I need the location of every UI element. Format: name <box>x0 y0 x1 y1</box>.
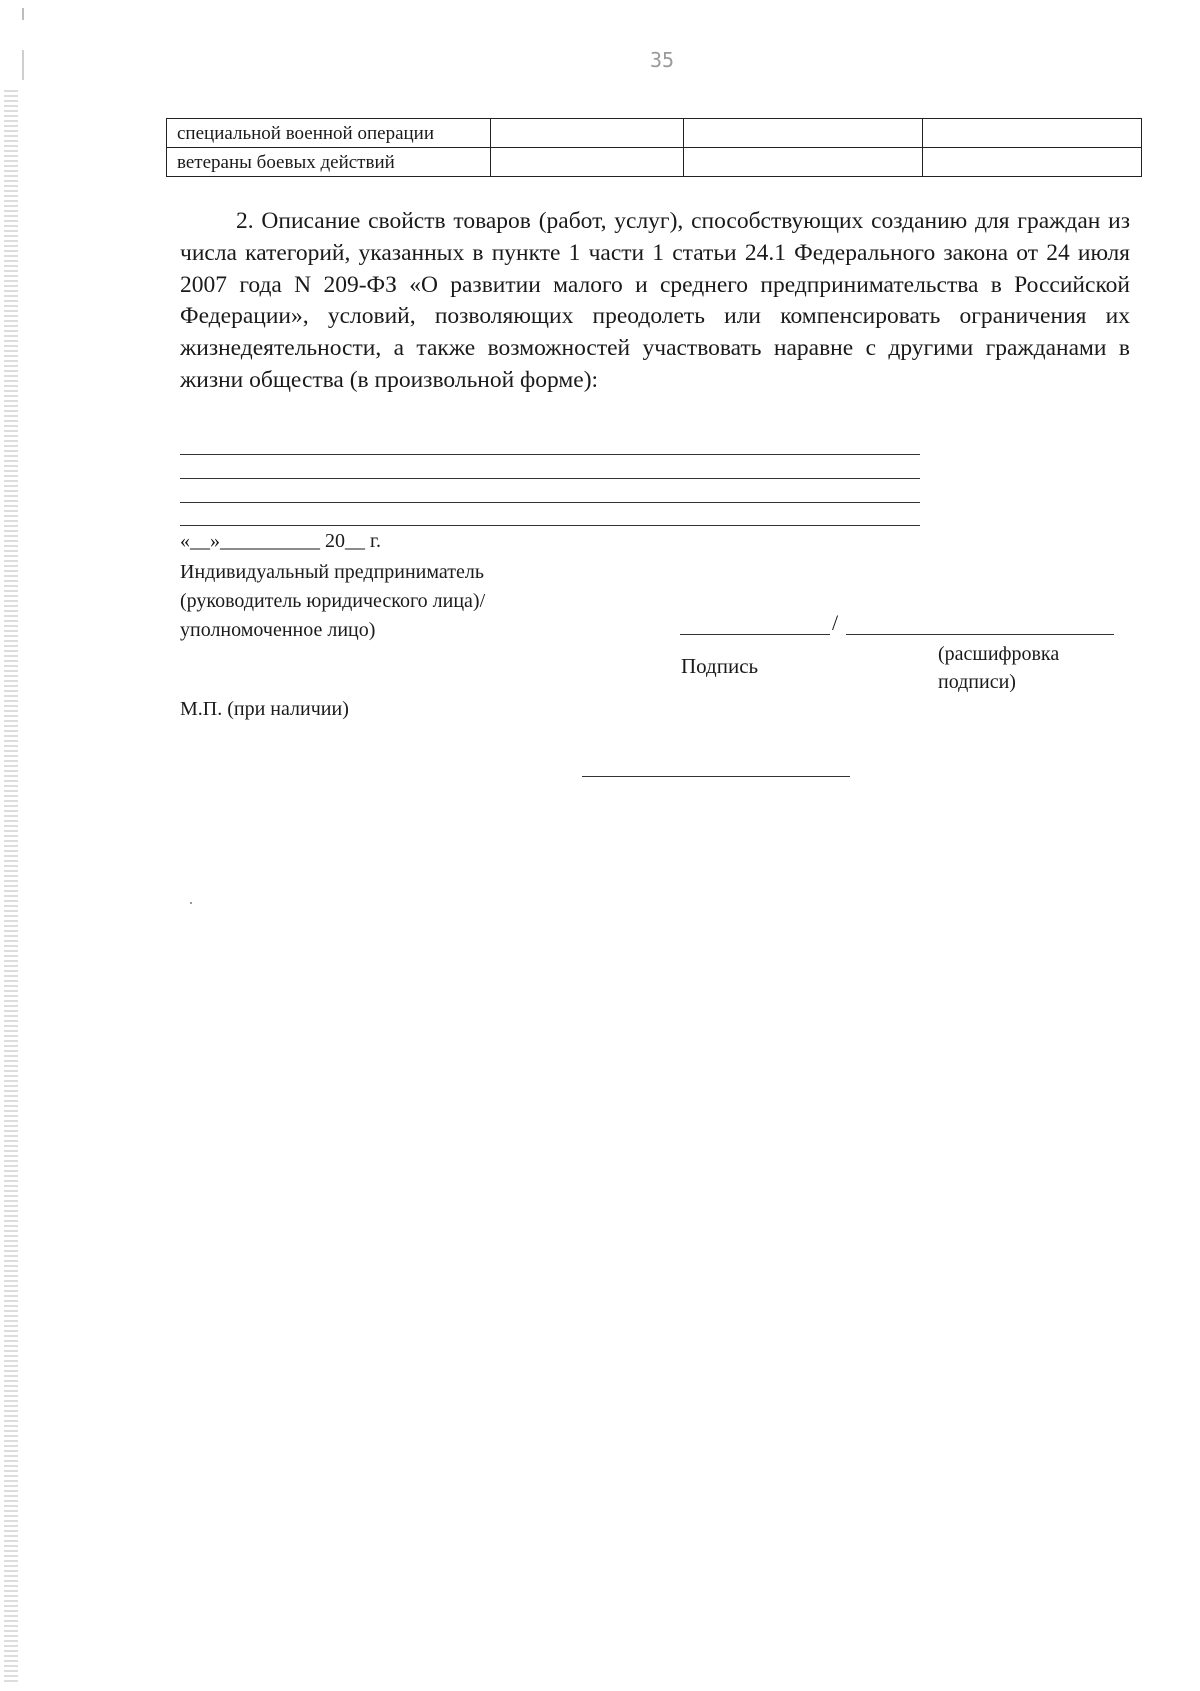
table-cell <box>491 148 684 177</box>
scan-edge-mark <box>22 50 24 80</box>
date-field[interactable]: «__»__________ 20__ г. <box>180 530 381 552</box>
signer-title-line: (руководитель юридического лица)/ <box>180 590 486 612</box>
signature-line[interactable] <box>680 634 830 635</box>
signer-title-line: Индивидуальный предприниматель <box>180 561 484 583</box>
fill-in-line[interactable] <box>180 478 920 479</box>
table-cell <box>684 148 923 177</box>
signature-separator: / <box>832 610 839 635</box>
table-cell <box>491 119 684 148</box>
fill-in-line[interactable] <box>180 454 920 455</box>
table-row <box>167 119 1142 148</box>
signature-label: Подпись <box>681 654 759 678</box>
table-row <box>167 148 1142 177</box>
category-table <box>166 118 1142 177</box>
scan-edge-binding <box>4 90 18 1685</box>
scan-speck <box>190 902 192 904</box>
table-cell-category: специальной военной операции <box>167 119 491 148</box>
signer-block <box>180 558 485 645</box>
table-cell <box>923 148 1142 177</box>
table-cell <box>684 119 923 148</box>
bottom-separator-line <box>582 776 850 777</box>
description-paragraph: 2. Описание свойств товаров (работ, услуг), способствующих созданию для граждан из числа категорий, указанных в пункте 1 части 1 статьи 24.1 Федерального закона от 24 июля 2007 года N 209-ФЗ «О развитии малого и среднего предпринимательства в Российской Федерации», условий, позволяющих преодолеть или компенсировать ограничения их жизнедеятельности, а также возможностей участвовать наравне с другими гражданами в жизни общества (в произвольной форме): <box>180 208 1130 393</box>
signature-decode-line[interactable] <box>846 634 1114 635</box>
stamp-label: М.П. (при наличии) <box>180 698 349 720</box>
signature-decode-label: (расшифровка подписи) <box>938 643 1060 693</box>
page-number: 35 <box>650 48 675 72</box>
table-cell-category: ветераны боевых действий <box>167 148 491 177</box>
scan-edge-mark <box>22 8 24 20</box>
table-cell <box>923 119 1142 148</box>
signer-title-line: уполномоченное лицо) <box>180 619 376 641</box>
fill-in-line[interactable] <box>180 525 920 526</box>
fill-in-line[interactable] <box>180 502 920 503</box>
